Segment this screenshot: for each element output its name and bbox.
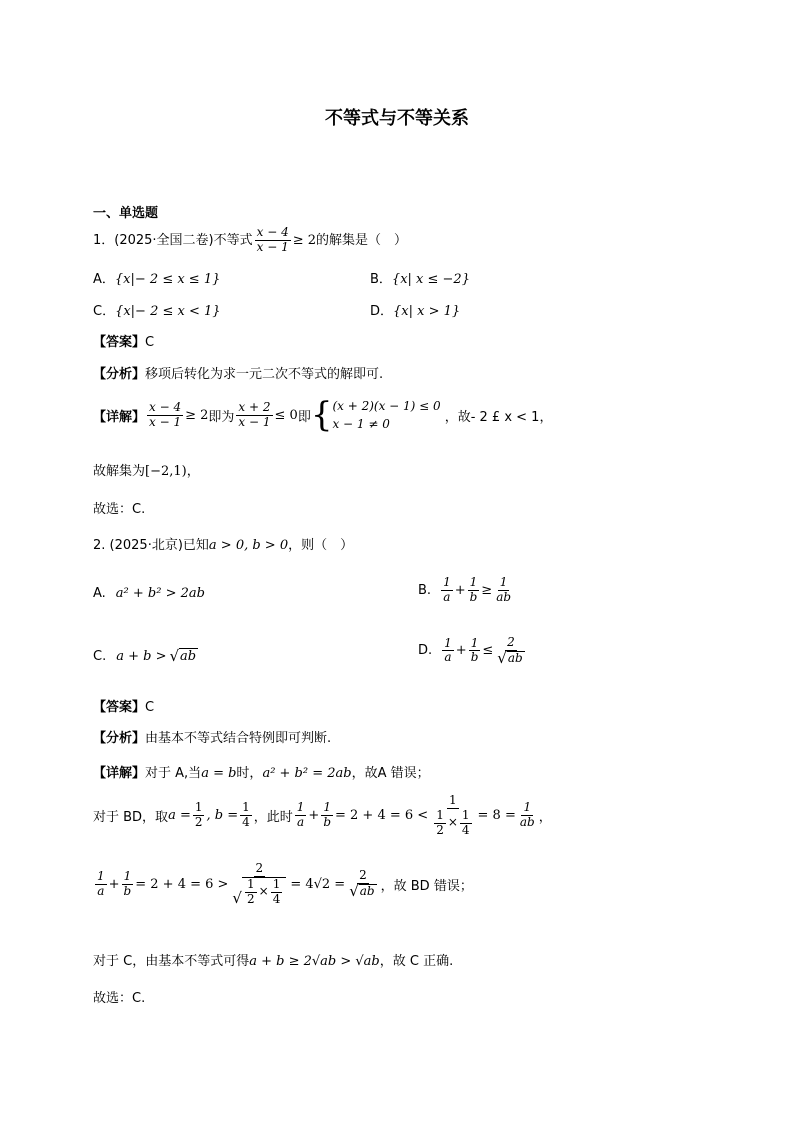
q2-analysis: 【分析】由基本不等式结合特例即可判断.: [93, 731, 332, 746]
q1-option-d: D．{x| x > 1}: [370, 304, 461, 319]
q1-fraction: $\frac{x - 4}{x - 1}$: [256, 225, 289, 254]
q1-stem-text: 1．(2025·全国二卷)不等式: [93, 232, 253, 248]
q1-option-c: C．{x|− 2 ≤ x < 1}: [93, 304, 221, 319]
q1-answer: 【答案】C: [93, 335, 155, 350]
q2-option-d: D. $\frac{1}{a}$ + $\frac{1}{b}$ ≤ 2 √ ab: [418, 635, 523, 667]
page-title: 不等式与不等关系: [325, 108, 469, 129]
q1-choose: 故选：C.: [93, 502, 146, 517]
q2-detail-line3: $\frac{1}{a}$ + $\frac{1}{b}$ = 2 + 4 = 6 > 2 √ $\frac{1}{2}$ × $\frac{1}{4}$ = 4√2 = 2 √ ab ，故 BD 错误；: [97, 861, 473, 908]
q1-detail: 【详解】 $\frac{x - 4}{x - 1}$ ≥ 2 即为 $\frac{x + 2}{x - 1}$ ≤ 0 即 { (x + 2)(x − 1) ≤ 0 x − 1 ≠ 0 ，故- 2 £ x < 1，: [93, 395, 553, 435]
q2-option-b: B. $\frac{1}{a}$ + $\frac{1}{b}$ ≥ $\frac{1}{ab}$: [418, 575, 512, 604]
q2-detail-line2: 对于 BD，取 a = $\frac{1}{2}$ , b = $\frac{1}{4}$ ，此时 $\frac{1}{a}$ + $\frac{1}{b}$ = 2 + 4 = 6 < 1 $\frac{1}{2}$ × $\frac{1}{4}$ = 8 = $\frac{1}{ab}$ ，: [93, 793, 552, 837]
q1-stem-ineq: ≥ 2: [292, 232, 317, 248]
q2-option-c: C. a + b > √ ab: [93, 647, 197, 665]
q1-analysis: 【分析】移项后转化为求一元二次不等式的解即可.: [93, 367, 384, 382]
q2-detail-line4: 对于 C，由基本不等式可得a + b ≥ 2√ab > √ab，故 C 正确.: [93, 954, 454, 969]
question-2-stem: 2. (2025·北京)已知a > 0, b > 0，则（ ）: [93, 538, 354, 553]
q2-answer: 【答案】C: [93, 700, 155, 715]
q1-stem-end: 的解集是（ ）: [316, 232, 408, 248]
q2-choose: 故选：C.: [93, 991, 146, 1006]
question-1-stem: [93, 226, 407, 255]
q2-option-a: A. a² + b² > 2ab: [93, 586, 205, 601]
q1-option-a: A．{x|− 2 ≤ x ≤ 1}: [93, 272, 221, 287]
q1-solution-set: 故解集为[−2,1)，: [93, 464, 200, 479]
q1-option-b: B．{x| x ≤ −2}: [370, 272, 470, 287]
q2-detail-line1: 【详解】对于 A,当a = b时，a² + b² = 2ab，故A 错误；: [93, 766, 430, 781]
section-heading: 一、单选题: [93, 206, 159, 221]
